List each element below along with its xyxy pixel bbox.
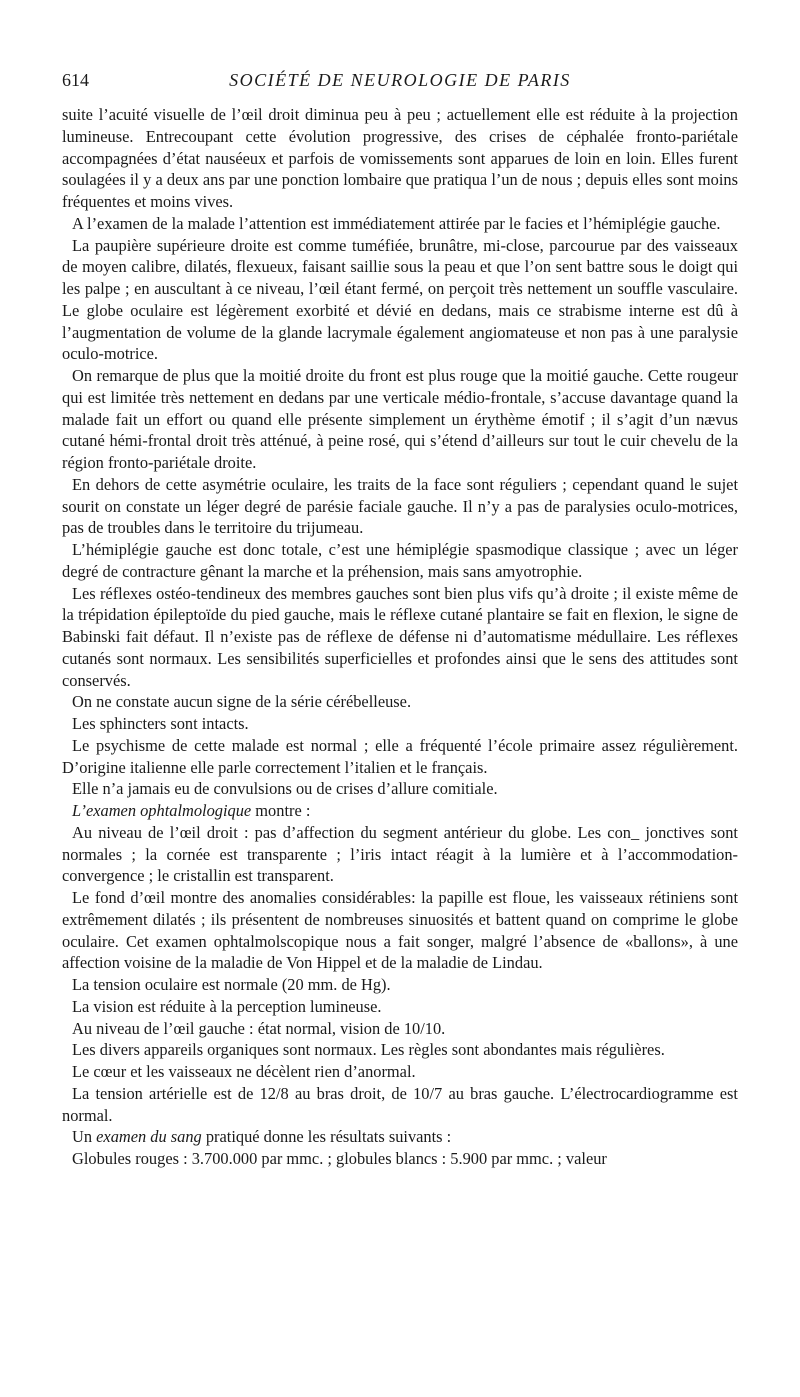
paragraph: L’hémiplégie gauche est donc totale, c’est une hémiplégie spasmodique classique ; avec un léger degré de contracture gênant la marche et la préhension, mais sans amyotrophie. [62,540,738,581]
section-label: examen du sang [96,1127,202,1147]
paragraph: La tension artérielle est de 12/8 au bras droit, de 10/7 au bras gauche. L’électrocardiogramme est normal. [62,1083,738,1125]
paragraph: Au niveau de l’œil droit : pas d’affection du segment antérieur du globe. Les con_ jonctives sont normales ; la cornée est transparente ; l’iris intact réagit à la lumière et à l’accommodation-convergence ; le cristallin est transparent. [62,822,738,886]
body-text [62,104,738,1170]
section-label: L’examen ophtalmologique [72,801,252,820]
page-header [62,70,738,94]
running-title: SOCIÉTÉ DE NEUROLOGIE DE PARIS [229,70,571,90]
paragraph: Elle n’a jamais eu de convulsions ou de crises d’allure comitiale. [72,779,498,799]
section-lead-paragraph: L’examen ophtalmologique montre : [72,801,311,820]
paragraph: Le cœur et les vaisseaux ne décèlent rien d’anormal. [72,1062,416,1081]
paragraph: La paupière supérieure droite est comme tuméfiée, brunâtre, mi-close, parcourue par des vaisseaux de moyen calibre, dilatés, flexueux, faisant saillie sous la peau et que l’on sent battre sous le doigt qui les palpe ; en auscultant à ce niveau, l’œil étant fermé, on perçoit très nettement un souffle vasculaire. Le globe oculaire est légèrement exorbité et dévié en dedans, mais ce strabisme interne est dû à l’augmentation de volume de la glande lacrymale également angiomateuse et non pas à une paralysie oculo-motrice. [62,235,738,364]
paragraph: La vision est réduite à la perception lumineuse. [72,996,382,1016]
paragraph: Globules rouges : 3.700.000 par mmc. ; globules blancs : 5.900 par mmc. ; valeur [72,1149,607,1168]
paragraph: La tension oculaire est normale (20 mm. de Hg). [72,975,391,994]
page-number: 614 [62,70,89,90]
paragraph: Les sphincters sont intacts. [72,714,249,733]
paragraph: Le psychisme de cette malade est normal ; elle a fréquenté l’école primaire assez régulièrement. D’origine italienne elle parle correctement l’italien et le français. [62,735,738,777]
section-lead-paragraph: Un examen du sang pratiqué donne les résultats suivants : [72,1127,452,1147]
paragraph: En dehors de cette asymétrie oculaire, les traits de la face sont réguliers ; cependant quand le sujet sourit on constate un léger degré de parésie faciale gauche. Il n’y a pas de paralysies oculo-motrices, pas de troubles dans le territoire du trijumeau. [62,474,738,538]
paragraph: Les divers appareils organiques sont normaux. Les règles sont abondantes mais régulières. [72,1040,665,1060]
paragraph: A l’examen de la malade l’attention est immédiatement attirée par le facies et l’hémiplégie gauche. [72,213,721,233]
paragraph: Le fond d’œil montre des anomalies considérables: la papille est floue, les vaisseaux rétiniens sont extrêmement dilatés ; ils présentent de nombreuses sinuosités et battent quand on comprime le globe oculaire. Cet examen ophtalmolscopique nous a fait songer, malgré l’absence de «ballons», à une affection voisine de la maladie de Von Hippel et de la maladie de Lindau. [62,888,738,973]
paragraph: On remarque de plus que la moitié droite du front est plus rouge que la moitié gauche. Cette rougeur qui est limitée très nettement en dedans par une verticale médio-frontale, s’accuse davantage quand la malade fait un effort ou quand elle présente simplement un érythème émotif ; il s’agit d’un nævus cutané hémi-frontal droit très atténué, à peine rosé, qui s’étend d’ailleurs sur tout le cuir chevelu de la région fronto-pariétale droite. [62,366,738,472]
paragraph: Les réflexes ostéo-tendineux des membres gauches sont bien plus vifs qu’à droite ; il existe même de la trépidation épileptoïde du pied gauche, mais le réflexe cutané plantaire se fait en flexion, le signe de Babinski fait défaut. Il n’existe pas de réflexe de défense ni d’automatisme médullaire. Les réflexes cutanés sont normaux. Les sensibilités superficielles et profondes ainsi que le sens des attitudes sont conservés. [62,583,738,690]
paragraph: Au niveau de l’œil gauche : état normal, vision de 10/10. [72,1018,446,1038]
paragraph: suite l’acuité visuelle de l’œil droit diminua peu à peu ; actuellement elle est réduite à la projection lumineuse. Entrecoupant cette évolution progressive, des crises de céphalée fronto-pariétale accompagnées d’état nauséeux et parfois de vomissements sont apparues de loin en loin. Elles furent soulagées il y a deux ans par une ponction lombaire que pratiqua l’un de nous ; depuis elles sont moins fréquentes et moins vives. [62,105,738,211]
paragraph: On ne constate aucun signe de la série cérébelleuse. [72,692,412,712]
